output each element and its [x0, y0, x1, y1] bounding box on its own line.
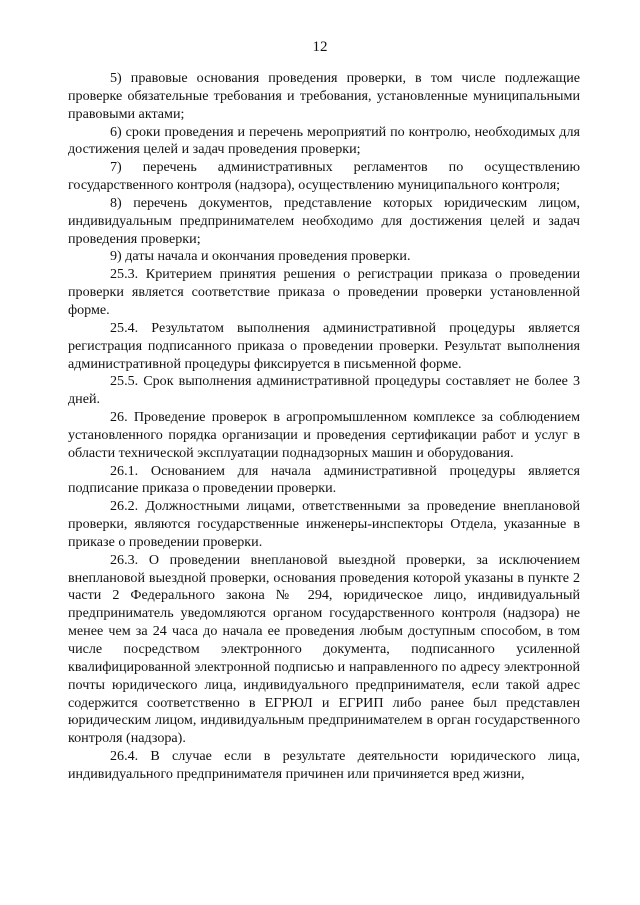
paragraph-25-5: 25.5. Срок выполнения административной процедуры составляет не более 3 дней.	[68, 373, 580, 408]
paragraph-item-5: 5) правовые основания проведения проверки, в том числе подлежащие проверке обязательные требования и требования, установленные муниципальными правовыми актами;	[68, 70, 580, 122]
paragraph-25-3: 25.3. Критерием принятия решения о регистрации приказа о проведении проверки является соответствие приказа о проведении проверки установленной форме.	[68, 266, 580, 318]
paragraph-26-2: 26.2. Должностными лицами, ответственными за проведение внеплановой проверки, являются государственные инженеры-инспекторы Отдела, указанные в приказе о проведении проверки.	[68, 498, 580, 550]
paragraph-26-1: 26.1. Основанием для начала административной процедуры является подписание приказа о проведении проверки.	[68, 462, 580, 497]
paragraph-item-8: 8) перечень документов, представление которых юридическим лицом, индивидуальным предпринимателем необходимо для достижения целей и задач проведения проверки;	[68, 194, 580, 247]
page-number: 12	[312, 39, 328, 55]
body-text	[68, 70, 580, 784]
paragraph-26: 26. Проведение проверок в агропромышленном комплексе за соблюдением установленного порядка организации и проведения сертификации работ и услуг в области технической эксплуатации поднадзорных машин и оборудования.	[68, 409, 580, 461]
paragraph-26-4: 26.4. В случае если в результате деятельности юридического лица, индивидуального предпринимателя причинен или причиняется вред жизни,	[68, 748, 580, 782]
paragraph-25-4: 25.4. Результатом выполнения административной процедуры является регистрация подписанного приказа о проведении проверки. Результат выполнения административной процедуры фиксируется в письменной форме.	[68, 319, 580, 372]
paragraph-item-6: 6) сроки проведения и перечень мероприятий по контролю, необходимых для достижения целей и задач проведения проверки;	[68, 123, 580, 158]
paragraph-26-3: 26.3. О проведении внеплановой выездной проверки, за исключением внеплановой выездной проверки, основания проведения которой указаны в пункте 2 части 2 Федерального закона № 294, юридическое лицо, индивидуальный предприниматель уведомляются органом государственного контроля (надзора) не менее чем за 24 часа до начала ее проведения любым доступным способом, в том числе посредством электронного документа, подписанного усиленной квалифицированной электронной подписью и направленного по адресу электронной почты юридического лица, индивидуального предпринимателя, если такой адрес содержится соответственно в ЕГРЮЛ и ЕГРИП либо ранее был представлен юридическим лицом, индивидуальным предпринимателем в орган государственного контроля (надзора).	[68, 551, 580, 747]
paragraph-item-9: 9) даты начала и окончания проведения проверки.	[110, 248, 411, 265]
paragraph-item-7: 7) перечень административных регламентов по осуществлению государственного контроля (надзора), осуществлению муниципального контроля;	[68, 159, 580, 194]
